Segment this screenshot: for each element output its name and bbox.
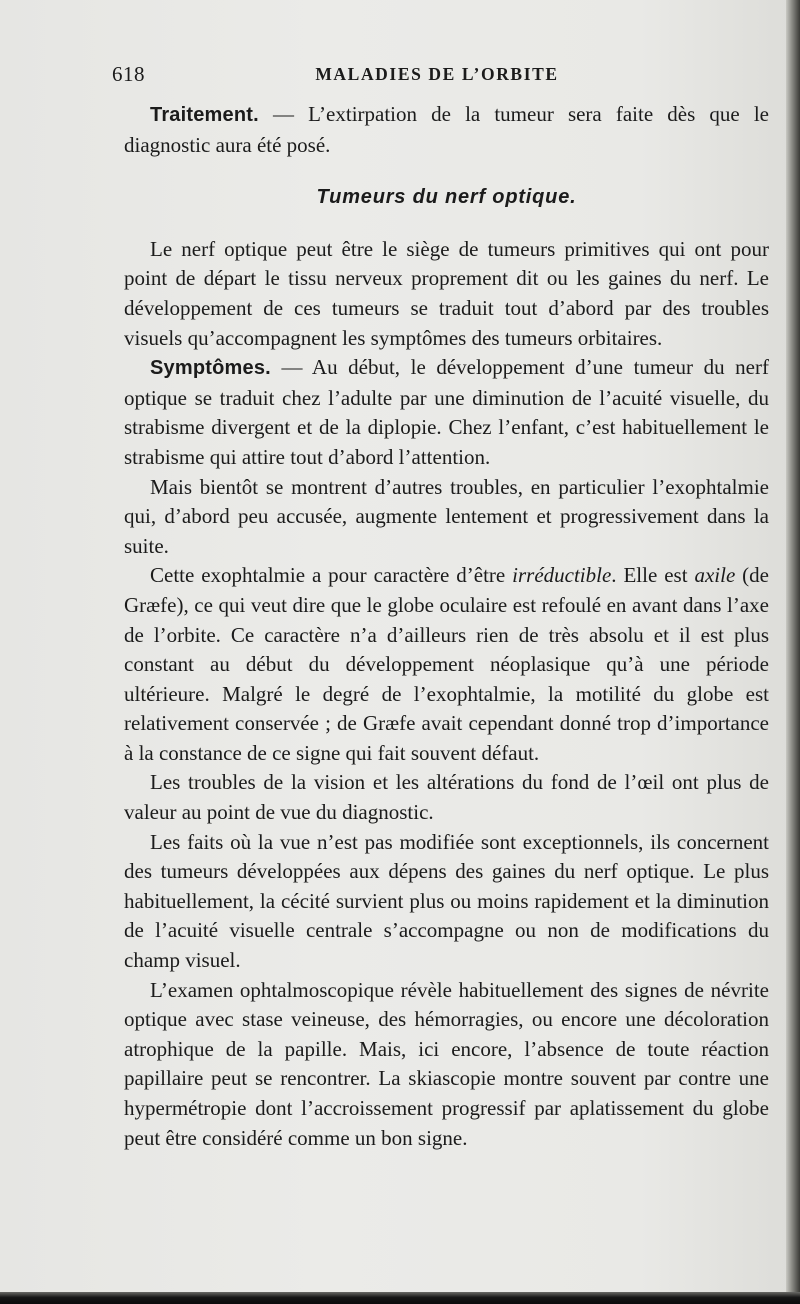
paragraph-caractere-part-a: Cette exophtalmie a pour caractère d’être <box>150 563 513 588</box>
term-irreductible: irréductible <box>512 563 612 588</box>
paragraph-caractere-part-b: . Elle est <box>611 563 695 588</box>
paragraph-examen: L’examen ophtalmoscopique révèle habituellement des signes de névrite optique avec stase veineuse, des hémorragies, ou encore une décoloration atrophique de la papille. Mais, ici encore, l’absence de toute réaction papillaire peut se rencontrer. La skiascopie montre souvent par contre une hypermétropie dont l’accroissement progressif par aplatissement du globe peut être considéré comme un bon signe. <box>124 977 769 1150</box>
paragraph-intro: Le nerf optique peut être le siège de tumeurs primitives qui ont pour point de départ le tissu nerveux proprement dit ou les gaines du nerf. Le développement de ces tumeurs se traduit tout d’abord par des troubles visuels qu’accompagnent les symptômes des tumeurs orbitaires. <box>124 236 769 350</box>
paragraph-traitement-text: — L’extirpation de la tumeur sera faite dès que le diagnostic aura été posé. <box>124 102 769 157</box>
run-in-heading-traitement: Traitement. <box>150 104 259 126</box>
page-edge-shadow <box>786 0 800 1304</box>
paragraph-caractere <box>124 561 769 768</box>
paragraph-traitement <box>124 100 769 160</box>
page-header <box>104 62 770 92</box>
paragraph-troubles-vision: Les troubles de la vision et les altérations du fond de l’œil ont plus de valeur au point de vue du diagnostic. <box>124 770 769 825</box>
page-number: 618 <box>112 62 145 86</box>
run-in-heading-symptomes: Symptômes. <box>150 357 271 380</box>
term-axile: axile <box>694 563 736 588</box>
paragraph-exophtalmie: Mais bientôt se montrent d’autres troubles, en particulier l’exophtalmie qui, d’abord peu accusée, augmente lentement et progressivement dans la suite. <box>124 474 769 558</box>
paragraph-symptomes-text: — Au début, le développement d’une tumeur du nerf optique se traduit chez l’adulte par une diminution de l’acuité visuelle, du strabisme divergent et de la diplopie. Chez l’enfant, c’est habituellement le strabisme qui attire tout d’abord l’attention. <box>124 355 769 469</box>
page-body <box>124 100 769 1153</box>
page-bottom-edge <box>0 1292 800 1304</box>
section-title: Tumeurs du nerf optique. <box>316 186 577 209</box>
paragraph-symptomes <box>124 353 769 472</box>
paragraph-faits: Les faits où la vue n’est pas modifiée sont exceptionnels, ils concernent des tumeurs développées aux dépens des gaines du nerf optique. Le plus habituellement, la cécité survient plus ou moins rapidement et la diminution de l’acuité visuelle centrale s’accompagne ou non de modifications du champ visuel. <box>124 829 769 973</box>
running-title: MALADIES DE L’ORBITE <box>315 64 559 84</box>
paragraph-caractere-part-c: (de Græfe), ce qui veut dire que le globe oculaire est refoulé en avant dans l’axe de l’orbite. Ce caractère n’a d’ailleurs rien de très absolu et il est plus constant au début du développement néoplasique qu’à une période ultérieure. Malgré le degré de l’exophtalmie, la motilité du globe est relativement conservée ; de Græfe avait cependant donné trop d’importance à la constance de ce signe qui fait souvent défaut. <box>124 563 769 765</box>
